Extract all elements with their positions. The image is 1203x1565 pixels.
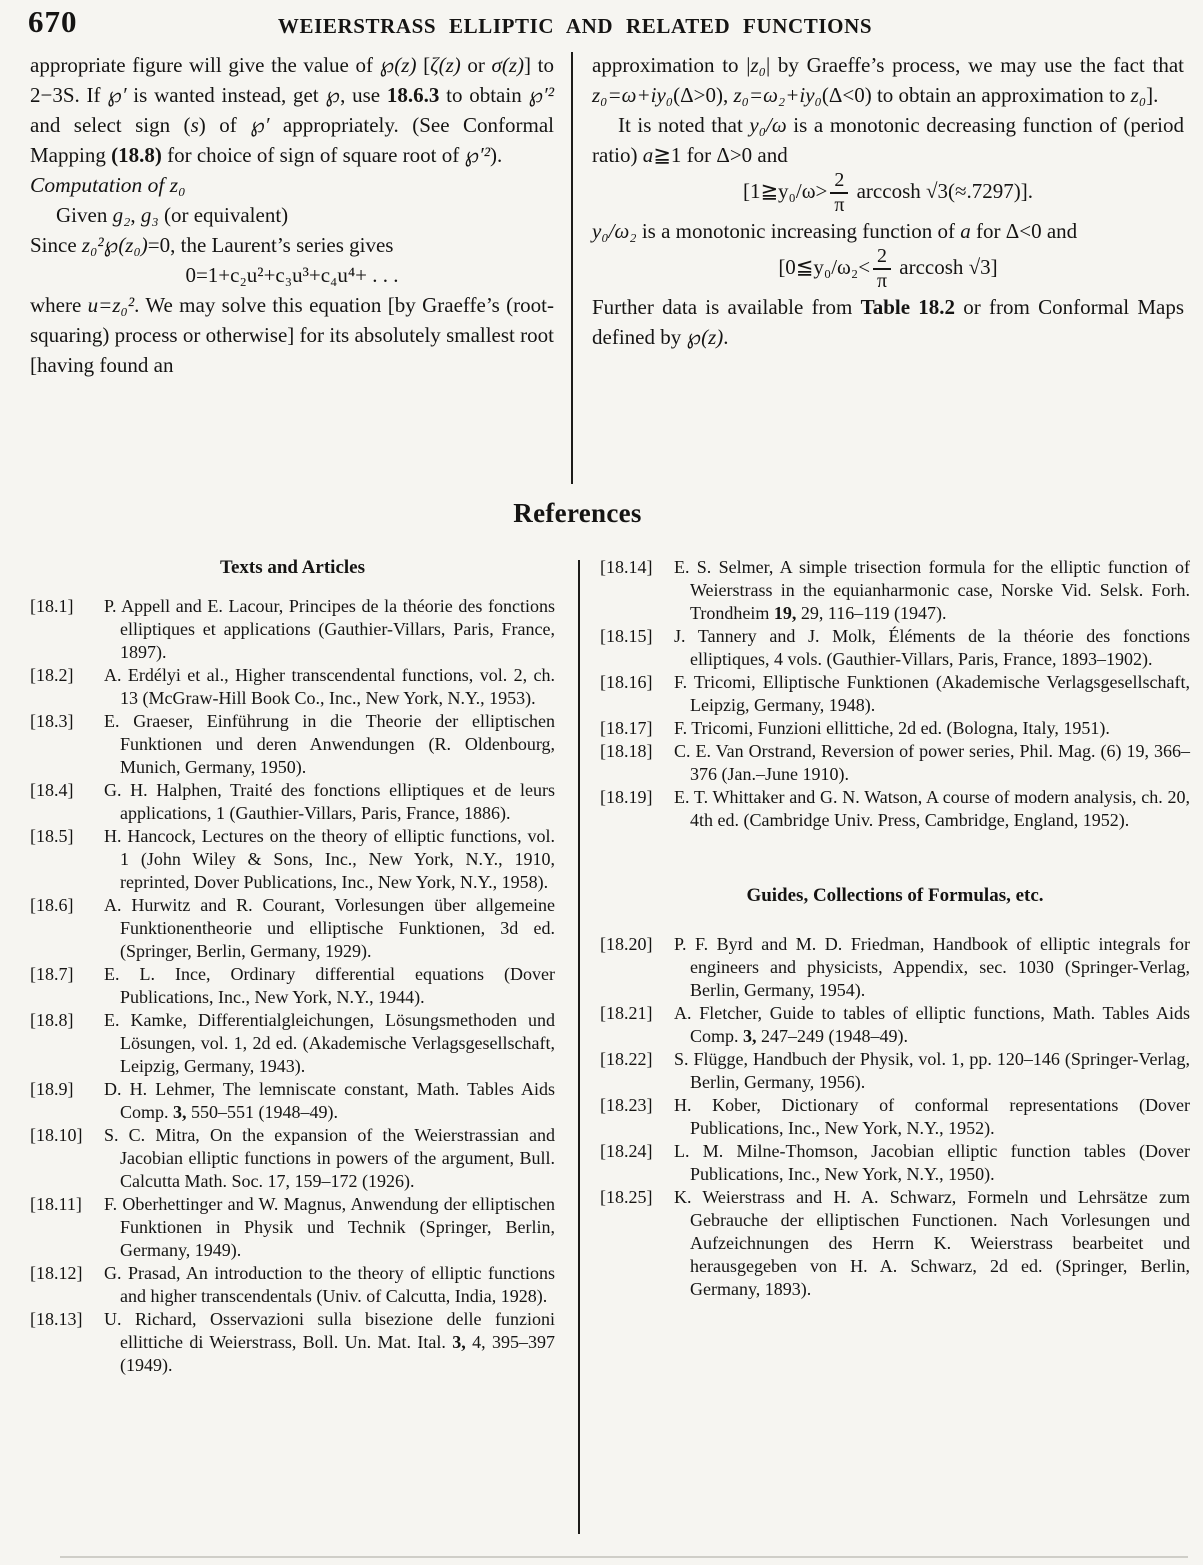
ref-label: [18.2] <box>30 665 74 685</box>
ref-text: K. Weierstrass and H. A. Schwarz, Formeln und Lehrsätze zum Gebrauche der elliptischen Functionen. Nach Vorlesungen und Aufzeichnungen des Herrn K. Weierstrass bearbeitet und herausgegeben von H. A. Schwarz, 2d ed. (Springer, Berlin, Germany, 1893). <box>674 1187 1190 1299</box>
running-title: WEIERSTRASS ELLIPTIC AND RELATED FUNCTIONS <box>277 14 873 38</box>
reference-18-12 <box>30 1262 555 1308</box>
inequality-y0-omega <box>592 170 1184 216</box>
monotonic-decreasing-paragraph: It is noted that y₀/ω is a monotonic decreasing function of (period ratio) a≧1 for Δ>0 and <box>592 113 1184 167</box>
ref-text: E. L. Ince, Ordinary differential equations (Dover Publications, Inc., New York, N.Y., 1944). <box>104 964 555 1007</box>
ref-text: E. Graeser, Einführung in die Theorie der elliptischen Funktionen und deren Anwendungen (R. Oldenbourg, Munich, Germany, 1950). <box>104 711 555 777</box>
reference-18-7 <box>30 963 555 1009</box>
reference-18-14 <box>600 556 1190 625</box>
reference-18-16 <box>600 671 1190 717</box>
ref-label: [18.7] <box>30 964 74 984</box>
ref-label: [18.17] <box>600 718 653 738</box>
reference-18-17 <box>600 717 1190 740</box>
ref-label: [18.20] <box>600 934 653 954</box>
ref-text: A. Hurwitz and R. Courant, Vorlesungen über allgemeine Funktionentheorie und elliptische Funktionen, 3d ed. (Springer, Berlin, Germany, 1929). <box>104 895 555 961</box>
reference-18-1 <box>30 595 555 664</box>
ref-text: H. Hancock, Lectures on the theory of elliptic functions, vol. 1 (John Wiley & Sons, Inc., New York, N.Y., 1910, reprinted, Dover Publications, Inc., New York, N.Y., 1958). <box>104 826 555 892</box>
ref-text: P. Appell and E. Lacour, Principes de la théorie des fonctions elliptiques et applications (Gauthier-Villars, Paris, France, 1897). <box>104 596 555 662</box>
column-divider-top <box>571 52 573 484</box>
references-right-column <box>600 556 1190 1301</box>
given-line: Given g₂, g₃ (or equivalent) <box>56 203 289 227</box>
column-divider-references <box>578 560 580 1534</box>
ref-text: E. Kamke, Differentialgleichungen, Lösungsmethoden und Lösungen, vol. 1, 2d ed. (Akademische Verlagsgesellschaft, Leipzig, Germany, 1943). <box>104 1010 555 1076</box>
bottom-rule <box>60 1556 1188 1558</box>
ref-text: E. T. Whittaker and G. N. Watson, A course of modern analysis, ch. 20, 4th ed. (Cambridge Univ. Press, Cambridge, England, 1952). <box>674 787 1190 830</box>
ref-label: [18.19] <box>600 787 653 807</box>
where-paragraph: where u=z₀². We may solve this equation [by Graeffe’s (root-squaring) process or otherwise] for its absolutely smallest root [having found an <box>30 293 554 377</box>
page-number: 670 <box>28 4 78 39</box>
ref-text: H. Kober, Dictionary of conformal representations (Dover Publications, Inc., New York, N.Y., 1952). <box>674 1095 1190 1138</box>
ref-label: [18.4] <box>30 780 74 800</box>
guides-collections-heading: Guides, Collections of Formulas, etc. <box>746 885 1044 906</box>
reference-18-25 <box>600 1186 1190 1301</box>
ref-text: A. Erdélyi et al., Higher transcendental functions, vol. 2, ch. 13 (McGraw-Hill Book Co., Inc., New York, N.Y., 1953). <box>104 665 555 708</box>
ref-label: [18.3] <box>30 711 74 731</box>
ref-text: G. Prasad, An introduction to the theory of elliptic functions and higher transcendentals (Univ. of Calcutta, India, 1928). <box>104 1263 555 1306</box>
ref-label: [18.14] <box>600 557 653 577</box>
reference-18-15 <box>600 625 1190 671</box>
ref-text: S. Flügge, Handbuch der Physik, vol. 1, pp. 120–146 (Springer-Verlag, Berlin, Germany, 1956). <box>674 1049 1190 1092</box>
reference-18-3 <box>30 710 555 779</box>
eq1-left: [1≧y₀/ω> <box>742 178 828 203</box>
fraction-two-over-pi: $\frac{2}{\pi}$ <box>830 170 848 216</box>
reference-18-22 <box>600 1048 1190 1094</box>
reference-18-2 <box>30 664 555 710</box>
ref-label: [18.16] <box>600 672 653 692</box>
ref-label: [18.10] <box>30 1125 83 1145</box>
fraction-two-over-pi: $\frac{2}{\pi}$ <box>873 246 891 292</box>
ref-label: [18.12] <box>30 1263 83 1283</box>
reference-18-9 <box>30 1078 555 1124</box>
reference-18-11 <box>30 1193 555 1262</box>
ref-label: [18.25] <box>600 1187 653 1207</box>
ref-text: C. E. Van Orstrand, Reversion of power series, Phil. Mag. (6) 19, 366–376 (Jan.–June 1910). <box>674 741 1190 784</box>
ref-label: [18.15] <box>600 626 653 646</box>
ref-text: F. Tricomi, Elliptische Funktionen (Akademische Verlagsgesellschaft, Leipzig, Germany, 1948). <box>674 672 1190 715</box>
ref-label: [18.13] <box>30 1309 83 1329</box>
ref-text: S. C. Mitra, On the expansion of the Weierstrassian and Jacobian elliptic functions in powers of the argument, Bull. Calcutta Math. Soc. 17, 159–172 (1926). <box>104 1125 555 1191</box>
ref-text: G. H. Halphen, Traité des fonctions elliptiques et de leurs applications, 1 (Gauthier-Villars, Paris, France, 1886). <box>104 780 555 823</box>
intro-left-column <box>30 50 554 380</box>
eq2-left: [0≦y₀/ω₂< <box>778 254 871 279</box>
reference-18-19 <box>600 786 1190 832</box>
ref-label: [18.21] <box>600 1003 653 1023</box>
eq1-right: arccosh √3(≈.7297)]. <box>851 178 1034 203</box>
reference-18-24 <box>600 1140 1190 1186</box>
ref-label: [18.9] <box>30 1079 74 1099</box>
monotonic-increasing-paragraph: y₀/ω₂ is a monotonic increasing function of a for Δ<0 and <box>592 218 1078 243</box>
reference-18-5 <box>30 825 555 894</box>
inequality-y0-omega2 <box>592 246 1184 292</box>
reference-18-21 <box>600 1002 1190 1048</box>
ref-text: U. Richard, Osservazioni sulla bisezione delle funzioni ellittiche di Weierstrass, Boll. Un. Mat. Ital. 3, 4, 395–397 (1949). <box>104 1309 555 1375</box>
reference-18-23 <box>600 1094 1190 1140</box>
reference-18-6 <box>30 894 555 963</box>
eq2-right: arccosh √3] <box>894 254 998 279</box>
intro-right-column <box>592 50 1184 352</box>
ref-label: [18.5] <box>30 826 74 846</box>
reference-18-13 <box>30 1308 555 1377</box>
laurent-series-equation: 0=1+c₂u²+c₃u³+c₄u⁴+ . . . <box>185 263 399 287</box>
reference-18-20 <box>600 933 1190 1002</box>
ref-label: [18.8] <box>30 1010 74 1030</box>
ref-label: [18.11] <box>30 1194 82 1214</box>
reference-18-10 <box>30 1124 555 1193</box>
ref-label: [18.23] <box>600 1095 653 1115</box>
computation-heading: Computation of z₀ <box>30 173 186 197</box>
reference-18-4 <box>30 779 555 825</box>
ref-text: D. H. Lehmer, The lemniscate constant, Math. Tables Aids Comp. 3, 550–551 (1948–49). <box>104 1079 555 1122</box>
references-left-column <box>30 556 555 1377</box>
intro-left-paragraph: appropriate figure will give the value of ℘(z) [ζ(z) or σ(z)] to 2−3S. If ℘′ is wanted instead, get ℘, use 18.6.3 to obtain ℘′² and select sign (s) of ℘′ appropriately. (See Conformal Mapping (18.8) for choice of sign of square root of ℘′²). <box>30 53 555 167</box>
reference-18-8 <box>30 1009 555 1078</box>
texts-and-articles-heading: Texts and Articles <box>220 557 365 578</box>
reference-18-18 <box>600 740 1190 786</box>
ref-text: A. Fletcher, Guide to tables of elliptic functions, Math. Tables Aids Comp. 3, 247–249 (1948–49). <box>674 1003 1190 1046</box>
ref-label: [18.6] <box>30 895 74 915</box>
ref-text: F. Oberhettinger and W. Magnus, Anwendung der elliptischen Funktionen in Physik und Technik (Springer, Berlin, Germany, 1949). <box>104 1194 555 1260</box>
ref-label: [18.1] <box>30 596 74 616</box>
ref-text: F. Tricomi, Funzioni ellittiche, 2d ed. (Bologna, Italy, 1951). <box>674 718 1110 738</box>
ref-text: E. S. Selmer, A simple trisection formula for the elliptic function of Weierstrass in the equianharmonic case, Norske Vid. Selsk. Forh. Trondheim 19, 29, 116–119 (1947). <box>674 557 1190 623</box>
references-heading: References <box>513 498 642 528</box>
ref-label: [18.18] <box>600 741 653 761</box>
ref-text: J. Tannery and J. Molk, Éléments de la théorie des fonctions elliptiques, 4 vols. (Gauthier-Villars, Paris, France, 1893–1902). <box>674 626 1190 669</box>
ref-label: [18.22] <box>600 1049 653 1069</box>
further-data-paragraph: Further data is available from Table 18.2 or from Conformal Maps defined by ℘(z). <box>592 294 1184 349</box>
ref-text: L. M. Milne-Thomson, Jacobian elliptic function tables (Dover Publications, Inc., New York, N.Y., 1950). <box>674 1141 1190 1184</box>
ref-text: P. F. Byrd and M. D. Friedman, Handbook of elliptic integrals for engineers and physicists, Appendix, sec. 1030 (Springer-Verlag, Berlin, Germany, 1954). <box>674 934 1190 1000</box>
approximation-paragraph: approximation to |z₀| by Graeffe’s process, we may use the fact that z₀=ω+iy₀(Δ>0), z₀=ω₂+iy₀(Δ<0) to obtain an approximation to z₀]. <box>592 53 1184 107</box>
since-line: Since z₀²℘(z₀)=0, the Laurent’s series gives <box>30 233 394 257</box>
ref-label: [18.24] <box>600 1141 653 1161</box>
